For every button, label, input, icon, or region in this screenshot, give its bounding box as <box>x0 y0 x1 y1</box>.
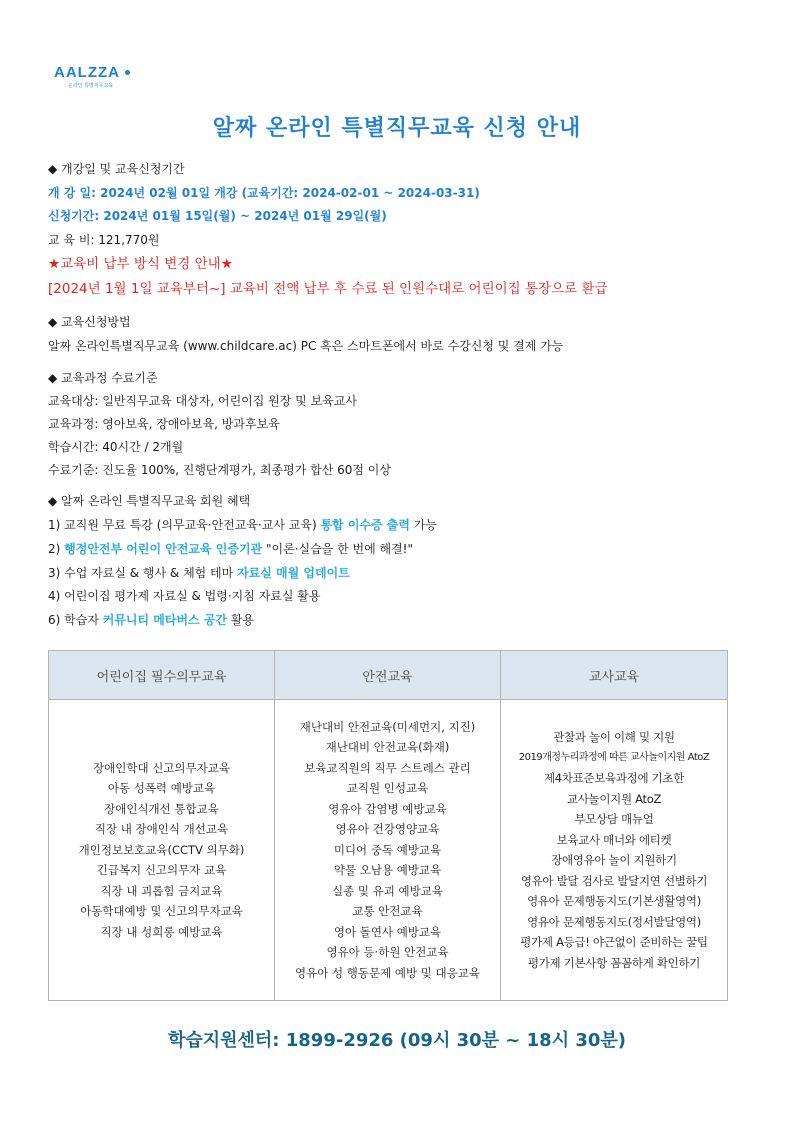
course-item: 교직원 인성교육 <box>346 781 429 796</box>
course-item: 평가제 A등급! 야근없이 준비하는 꿀팁 <box>520 935 708 949</box>
opening-label: 개 강 일: <box>48 186 101 200</box>
header-teacher-education: 교사교육 <box>501 651 728 700</box>
benefit-item <box>48 541 413 557</box>
course-item: 평가제 기본사항 꼼꼼하게 확인하기 <box>527 955 701 970</box>
benefit-item <box>48 517 437 533</box>
course-item: 영유아 감염병 예방교육 <box>328 801 447 816</box>
course-item: 장애영유아 놀이 지원하기 <box>551 853 677 867</box>
course-item: 개인정보보호교육(CCTV 의무화) <box>78 842 245 857</box>
logo-subtitle: 온라인 특별직무교육 <box>68 83 114 89</box>
course-table-header <box>49 651 728 700</box>
course-item: 직장 내 성희롱 예방교육 <box>100 924 223 939</box>
completion-criteria: 수료기준: 진도율 100%, 진행단계평가, 최종평가 합산 60점 이상 <box>48 463 391 477</box>
course-item: 영유아 문제행동지도(기본생활영역) <box>527 894 701 908</box>
apply-method-prefix: 알짜 온라인특별직무교육 ( <box>48 339 188 353</box>
benefit-item <box>48 565 350 581</box>
opening-value: 2024년 02월 01일 개강 (교육기간: 2024-02-01 ~ 2024-03-31) <box>100 186 480 200</box>
teacher-course-list <box>501 700 728 1001</box>
course-item: 관찰과 놀이 이해 및 지원 <box>553 730 675 744</box>
benefit-text: 4) 어린이집 평가제 자료실 & 법령·지침 자료실 활용 <box>48 589 321 603</box>
header-safety-education: 안전교육 <box>275 651 501 700</box>
course-item: 미디어 중독 예방교육 <box>333 842 442 857</box>
benefit-text: 6) 학습자 <box>48 613 103 627</box>
benefit-highlight: 통합 이수증 출력 <box>320 518 410 532</box>
course-item: 장애인학대 신고의무자교육 <box>93 760 230 775</box>
course-item: 재난대비 안전교육(화재) <box>325 740 450 755</box>
course-item: 아동 성폭력 예방교육 <box>107 781 216 796</box>
course-table-row <box>49 700 728 1001</box>
course-item: 부모상담 매뉴얼 <box>574 812 654 826</box>
tuition-fee: 교 육 비: 121,770원 <box>48 233 160 247</box>
section-heading-apply-method: ◆ 교육신청방법 <box>48 315 131 329</box>
education-course: 교육과정: 영아보육, 장애아보육, 방과후보육 <box>48 417 280 431</box>
course-item: 제4차표준보육과정에 기초한 <box>543 771 685 785</box>
course-item: 긴급복지 신고의무자 교육 <box>96 863 227 878</box>
logo-dot-icon <box>125 70 130 75</box>
benefit-text: 1) 교직원 무료 특강 (의무교육·안전교육·교사 교육) <box>48 518 321 532</box>
course-item: 아동학대예방 및 신고의무자교육 <box>80 904 243 919</box>
course-item: 약물 오남용 예방교육 <box>333 863 442 878</box>
payment-notice-body: [2024년 1월 1일 교육부터~] 교육비 전액 납부 후 수료 된 인원수대로 어린이집 통장으로 환급 <box>48 281 608 297</box>
benefit-text: 활용 <box>227 613 255 627</box>
benefit-text: 3) 수업 자료실 & 행사 & 체험 테마 <box>48 566 238 580</box>
header-mandatory-education: 어린이집 필수의무교육 <box>49 651 275 700</box>
course-item: 영유아 건강영양교육 <box>335 822 440 837</box>
apply-period: 신청기간: 2024년 01월 15일(월) ~ 2024년 01월 29일(월) <box>48 209 387 223</box>
apply-method-text <box>48 338 563 354</box>
course-item: 2019개정누리과정에 따른 교사놀이지원 AtoZ <box>518 751 710 763</box>
safety-course-list <box>275 700 501 1001</box>
course-item: 영유아 성 행동문제 예방 및 대응교육 <box>295 965 480 980</box>
benefit-item <box>48 588 320 604</box>
section-heading-benefits: ◆ 알짜 온라인 특별직무교육 회원 혜택 <box>48 494 251 508</box>
page-title: 알짜 온라인 특별직무교육 신청 안내 <box>212 116 582 141</box>
course-item: 보육교사 매너와 에티켓 <box>556 832 672 847</box>
course-item: 직장 내 괴롭힘 금지교육 <box>100 883 223 898</box>
opening-date <box>48 185 480 201</box>
benefit-text: 가능 <box>409 518 437 532</box>
course-item: 교사놀이지원 AtoZ <box>566 791 662 806</box>
course-item: 재난대비 안전교육(미세먼지, 지진) <box>299 719 476 734</box>
course-item: 영유아 등·하원 안전교육 <box>326 945 449 960</box>
benefit-highlight: 행정안전부 어린이 안전교육 인증기관 <box>64 542 263 556</box>
website-link[interactable]: www.childcare.ac <box>187 339 293 353</box>
mandatory-course-list <box>49 700 275 1001</box>
education-target: 교육대상: 일반직무교육 대상자, 어린이집 원장 및 보육교사 <box>48 394 357 408</box>
course-item: 직장 내 장애인식 개선교육 <box>94 822 229 837</box>
logo-text: AALZZA <box>54 64 120 81</box>
course-item: 실종 및 유괴 예방교육 <box>332 883 443 898</box>
study-hours: 학습시간: 40시간 / 2개월 <box>48 440 184 454</box>
benefit-item <box>48 612 254 628</box>
course-item: 장애인식개선 통합교육 <box>104 801 219 816</box>
logo <box>54 62 130 89</box>
course-item: 영아 돌연사 예방교육 <box>333 924 442 939</box>
support-center-contact: 학습지원센터: 1899-2926 (09시 30분 ~ 18시 30분) <box>167 1030 627 1051</box>
benefit-text: "이론·실습을 한 번에 해결!" <box>262 542 413 556</box>
course-item: 영유아 발달 검사로 발달지연 선별하기 <box>520 873 708 888</box>
course-table <box>48 650 728 1001</box>
benefit-text: 2) <box>48 542 65 556</box>
section-heading-completion: ◆ 교육과정 수료기준 <box>48 371 158 385</box>
course-item: 보육교직원의 직무 스트레스 관리 <box>304 760 471 775</box>
course-item: 영유아 문제행동지도(정서발달영역) <box>527 914 701 929</box>
section-heading-schedule: ◆ 개강일 및 교육신청기간 <box>48 162 185 176</box>
course-item: 교통 안전교육 <box>352 904 423 919</box>
payment-notice-title: ★교육비 납부 방식 변경 안내★ <box>48 256 233 272</box>
benefit-highlight: 커뮤니티 메타버스 공간 <box>102 613 228 627</box>
benefit-highlight: 자료실 매월 업데이트 <box>237 566 350 580</box>
apply-method-suffix: ) PC 혹은 스마트폰에서 바로 수강신청 및 결제 가능 <box>292 339 564 353</box>
